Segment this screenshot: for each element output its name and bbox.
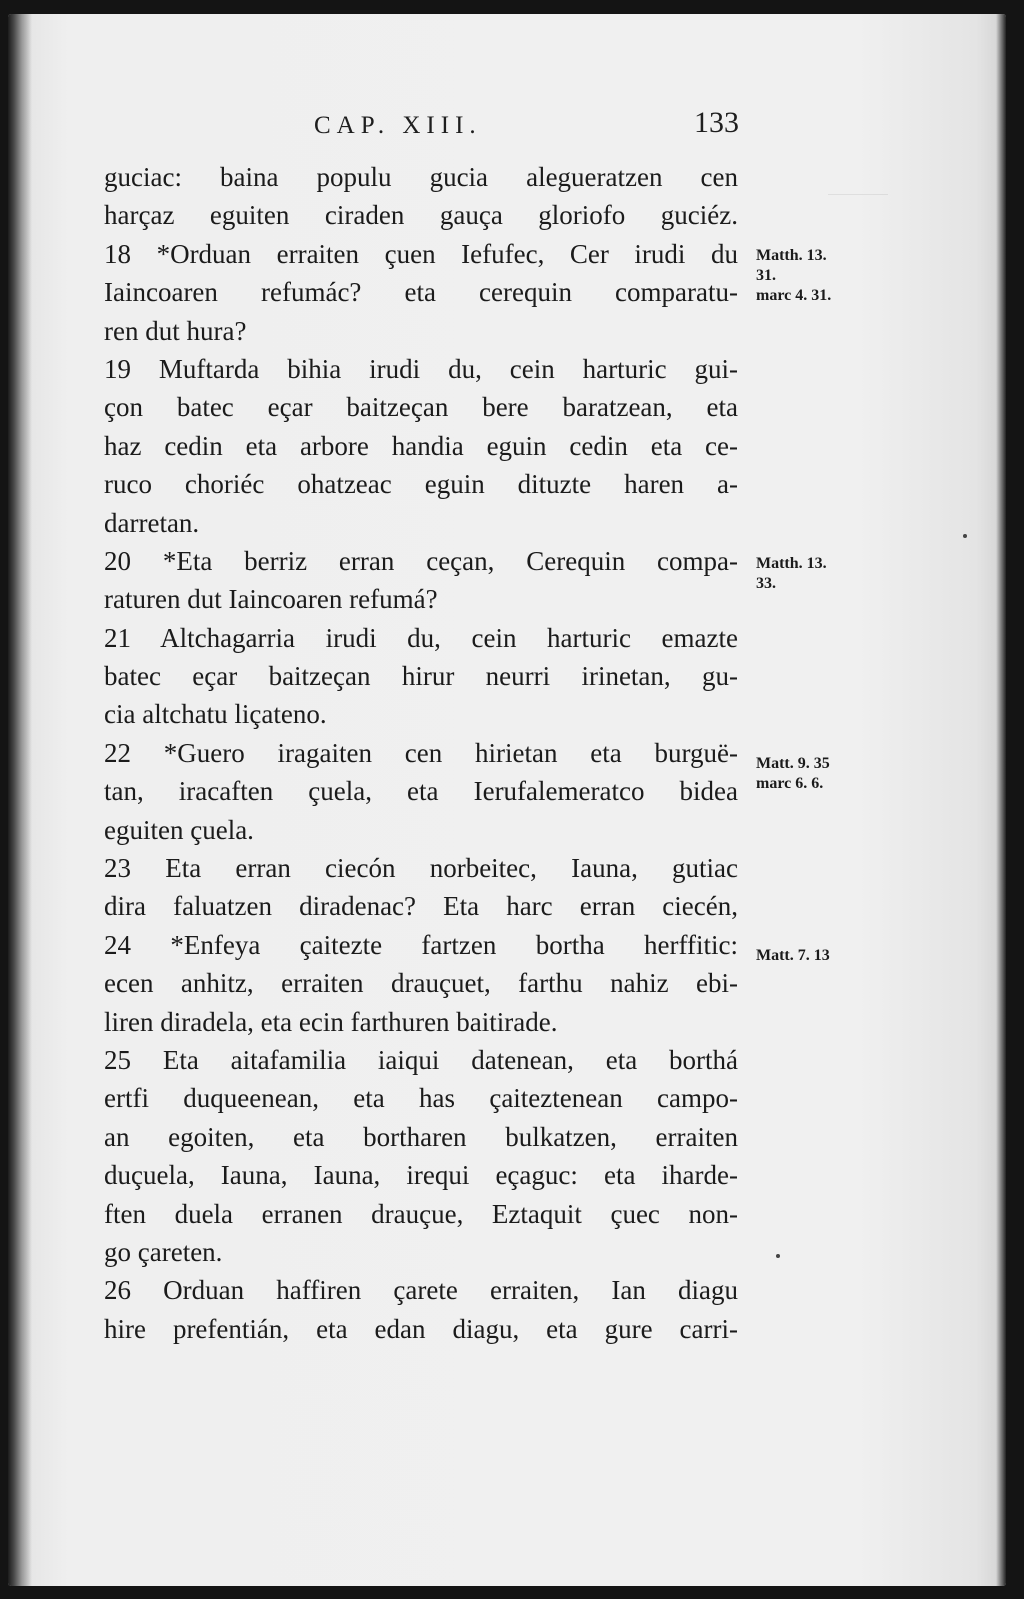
margin-note-line: Matt. 9. 35 xyxy=(756,755,830,772)
text-line: tan, iracaften çuela, eta Ierufalemeratco bidea xyxy=(104,776,738,807)
text-line: harçaz eguiten ciraden gauça gloriofo guciéz. xyxy=(104,200,738,231)
text-line: dira faluatzen diradenac? Eta harc erran ciecén, xyxy=(104,891,738,922)
text-line: cia altchatu liçateno. xyxy=(104,699,327,730)
text-line: ften duela erranen drauçue, Eztaquit çuec non- xyxy=(104,1198,738,1229)
text-line: Iaincoaren refumác? eta cerequin comparatu- xyxy=(104,277,738,308)
show-through-texture xyxy=(828,194,888,225)
margin-note-line: 33. xyxy=(756,575,776,592)
margin-note-line: Matt. 7. 13 xyxy=(756,947,830,964)
text-line: haz cedin eta arbore handia eguin cedin eta ce- xyxy=(104,430,738,461)
text-line: 21 Altchagarria irudi du, cein harturic emazte xyxy=(104,622,738,653)
margin-note-reference xyxy=(756,946,830,966)
margin-note-line: 31. xyxy=(756,267,776,284)
margin-note-line: Matth. 13. xyxy=(756,247,827,264)
text-line: ertfi duqueenean, eta has çaiteztenean campo- xyxy=(104,1083,738,1114)
paper-speck xyxy=(776,1254,780,1258)
text-line: liren diradela, eta ecin farthuren baitirade. xyxy=(104,1006,558,1037)
page-edge-shadow xyxy=(996,14,1006,1586)
text-line: hire prefentián, eta edan diagu, eta gure carri- xyxy=(104,1313,738,1344)
text-line: 19 Muftarda bihia irudi du, cein harturic gui- xyxy=(104,353,738,384)
margin-note-reference xyxy=(756,554,827,594)
text-line: 20 *Eta berriz erran ceçan, Cerequin compa- xyxy=(104,545,738,576)
page-header xyxy=(314,106,739,146)
body-text xyxy=(104,158,738,1348)
text-line: ruco choriéc ohatzeac eguin dituzte haren a- xyxy=(104,469,738,500)
text-line: 18 *Orduan erraiten çuen Iefufec, Cer irudi du xyxy=(104,238,738,269)
text-line: darretan. xyxy=(104,507,200,538)
margin-note-line: marc 6. 6. xyxy=(756,775,824,792)
margin-note-line: Matth. 13. xyxy=(756,555,827,572)
text-line: çon batec eçar baitzeçan bere baratzean, eta xyxy=(104,392,738,423)
page-number: 133 xyxy=(694,106,739,139)
margin-note-line: marc 4. 31. xyxy=(756,287,832,304)
text-line: 22 *Guero iragaiten cen hirietan eta burguë- xyxy=(104,737,738,768)
book-page xyxy=(8,14,1006,1586)
margin-note-reference xyxy=(756,754,830,794)
text-line: batec eçar baitzeçan hirur neurri irinetan, gu- xyxy=(104,661,738,692)
text-line: 23 Eta erran ciecón norbeitec, Iauna, gutiac xyxy=(104,853,738,884)
text-line: duçuela, Iauna, Iauna, irequi eçaguc: eta iharde- xyxy=(104,1160,738,1191)
text-line: ren dut hura? xyxy=(104,315,247,346)
text-line: raturen dut Iaincoaren refumá? xyxy=(104,584,438,615)
text-line: 25 Eta aitafamilia iaiqui datenean, eta borthá xyxy=(104,1044,738,1075)
page-gutter-shadow xyxy=(8,14,32,1586)
text-line: go çareten. xyxy=(104,1236,223,1267)
text-line: eguiten çuela. xyxy=(104,814,254,845)
paper-speck xyxy=(963,534,967,538)
text-line: an egoiten, eta bortharen bulkatzen, erraiten xyxy=(104,1121,738,1152)
margin-note-reference xyxy=(756,246,831,306)
text-line: ecen anhitz, erraiten drauçuet, farthu nahiz ebi- xyxy=(104,968,738,999)
text-line: 26 Orduan haffiren çarete erraiten, Ian diagu xyxy=(104,1275,738,1306)
text-line: 24 *Enfeya çaitezte fartzen bortha herffitic: xyxy=(104,929,738,960)
text-line: guciac: baina populu gucia alegueratzen cen xyxy=(104,162,738,192)
running-head: CAP. XIII. xyxy=(314,112,482,139)
